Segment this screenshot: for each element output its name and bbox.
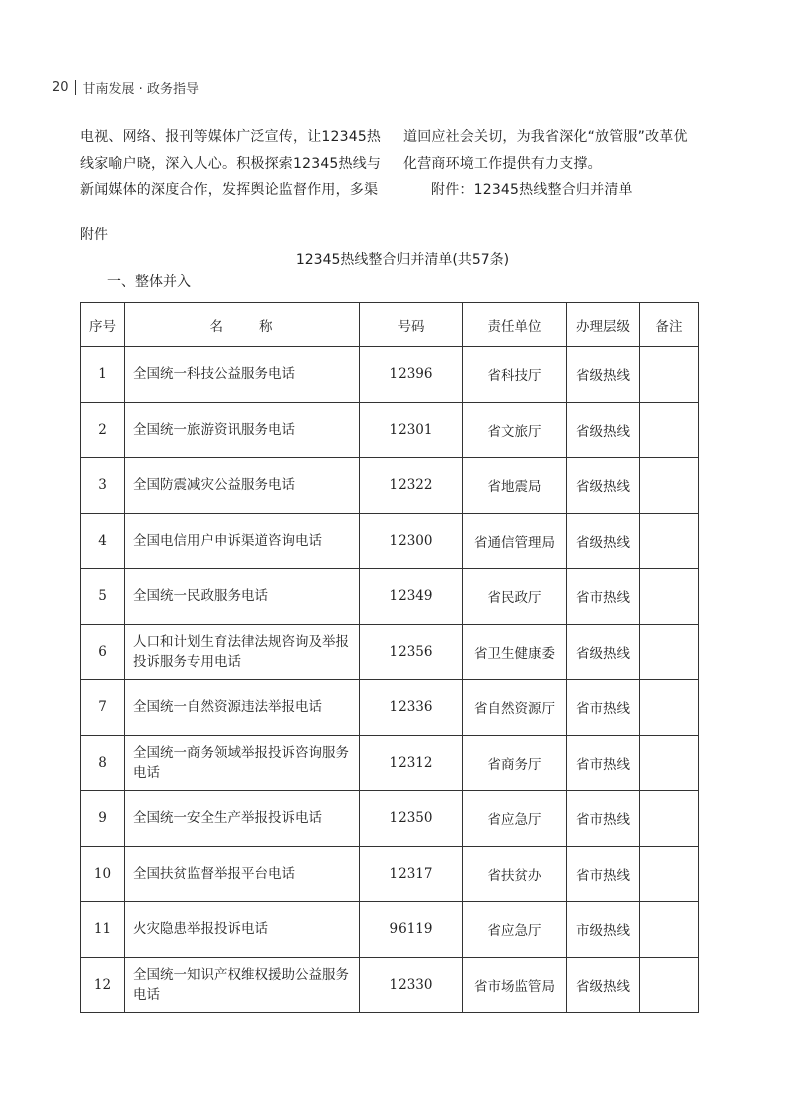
- cell-number: 12330: [360, 957, 463, 1013]
- cell-unit: 省民政厅: [463, 569, 567, 625]
- cell-no: 6: [81, 624, 125, 680]
- cell-number: 12356: [360, 624, 463, 680]
- cell-unit: 省地震局: [463, 458, 567, 514]
- cell-no: 12: [81, 957, 125, 1013]
- table-header-row: [81, 303, 699, 347]
- header-name-part: 称: [259, 318, 275, 335]
- attachment-label: 附件: [80, 227, 108, 243]
- table-row: [81, 624, 699, 680]
- table-row: [81, 902, 699, 958]
- cell-name: 全国防震减灾公益服务电话: [125, 458, 360, 514]
- cell-number: 12396: [360, 347, 463, 403]
- cell-name: 全国统一商务领域举报投诉咨询服务电话: [125, 735, 360, 791]
- header-note: 备注: [640, 303, 699, 347]
- body-text-right-column: [403, 124, 703, 204]
- cell-level: 省级热线: [567, 624, 640, 680]
- cell-unit: 省应急厅: [463, 902, 567, 958]
- cell-note: [640, 846, 699, 902]
- cell-note: [640, 791, 699, 847]
- body-text-left-column: [80, 124, 380, 204]
- cell-unit: 省应急厅: [463, 791, 567, 847]
- cell-unit: 省文旅厅: [463, 402, 567, 458]
- cell-no: 8: [81, 735, 125, 791]
- cell-unit: 省通信管理局: [463, 513, 567, 569]
- cell-note: [640, 624, 699, 680]
- cell-name: 全国统一自然资源违法举报电话: [125, 680, 360, 736]
- cell-name: 人口和计划生育法律法规咨询及举报投诉服务专用电话: [125, 624, 360, 680]
- cell-no: 1: [81, 347, 125, 403]
- cell-unit: 省卫生健康委: [463, 624, 567, 680]
- table-row: [81, 513, 699, 569]
- header-name: [125, 303, 360, 347]
- table-row: [81, 957, 699, 1013]
- table-title: 12345热线整合归并清单(共57条): [295, 252, 510, 268]
- header-unit: 责任单位: [463, 303, 567, 347]
- table-row: [81, 791, 699, 847]
- page-header: [52, 78, 199, 96]
- cell-level: 省级热线: [567, 458, 640, 514]
- cell-name: 全国统一知识产权维权援助公益服务电话: [125, 957, 360, 1013]
- header-no: 序号: [81, 303, 125, 347]
- table-row: [81, 569, 699, 625]
- cell-number: 12350: [360, 791, 463, 847]
- body-text-line: 化营商环境工作提供有力支撑。: [403, 155, 602, 172]
- cell-number: 12322: [360, 458, 463, 514]
- cell-level: 省级热线: [567, 347, 640, 403]
- cell-note: [640, 347, 699, 403]
- cell-note: [640, 957, 699, 1013]
- page-number: 20: [52, 79, 69, 95]
- cell-level: 省级热线: [567, 957, 640, 1013]
- cell-number: 12300: [360, 513, 463, 569]
- cell-number: 12312: [360, 735, 463, 791]
- cell-no: 11: [81, 902, 125, 958]
- cell-note: [640, 402, 699, 458]
- header-number: 号码: [360, 303, 463, 347]
- cell-name: 全国统一科技公益服务电话: [125, 347, 360, 403]
- cell-name: 全国统一民政服务电话: [125, 569, 360, 625]
- cell-no: 9: [81, 791, 125, 847]
- cell-level: 省级热线: [567, 402, 640, 458]
- cell-note: [640, 680, 699, 736]
- cell-no: 5: [81, 569, 125, 625]
- cell-note: [640, 902, 699, 958]
- cell-number: 12317: [360, 846, 463, 902]
- header-name-part: 名: [209, 318, 225, 335]
- cell-no: 2: [81, 402, 125, 458]
- body-text-line: 电视、网络、报刊等媒体广泛宣传，让12345热: [80, 129, 382, 145]
- cell-note: [640, 735, 699, 791]
- body-text-line: 新闻媒体的深度合作，发挥舆论监督作用，多渠: [80, 182, 379, 198]
- table-row: [81, 846, 699, 902]
- cell-number: 12349: [360, 569, 463, 625]
- cell-note: [640, 458, 699, 514]
- cell-no: 3: [81, 458, 125, 514]
- section-heading: 一、整体并入: [107, 274, 191, 290]
- cell-name: 火灾隐患举报投诉电话: [125, 902, 360, 958]
- table-row: [81, 347, 699, 403]
- cell-level: 省市热线: [567, 846, 640, 902]
- cell-unit: 省自然资源厅: [463, 680, 567, 736]
- cell-name: 全国统一安全生产举报投诉电话: [125, 791, 360, 847]
- cell-level: 省市热线: [567, 680, 640, 736]
- cell-unit: 省市场监管局: [463, 957, 567, 1013]
- table-row: [81, 735, 699, 791]
- cell-level: 市级热线: [567, 902, 640, 958]
- cell-number: 96119: [360, 902, 463, 958]
- cell-no: 7: [81, 680, 125, 736]
- body-text-line: 线家喻户晓，深入人心。积极探索12345热线与: [80, 155, 382, 172]
- table-row: [81, 680, 699, 736]
- cell-unit: 省扶贫办: [463, 846, 567, 902]
- body-text-line: 道回应社会关切，为我省深化“放管服”改革优: [403, 129, 688, 145]
- publication-title: 甘南发展 · 政务指导: [82, 81, 199, 97]
- cell-name: 全国电信用户申诉渠道咨询电话: [125, 513, 360, 569]
- attachment-reference: 附件：12345热线整合归并清单: [431, 182, 633, 198]
- cell-level: 省市热线: [567, 569, 640, 625]
- cell-no: 4: [81, 513, 125, 569]
- cell-level: 省市热线: [567, 735, 640, 791]
- table-row: [81, 458, 699, 514]
- table-row: [81, 402, 699, 458]
- cell-unit: 省科技厅: [463, 347, 567, 403]
- cell-level: 省级热线: [567, 513, 640, 569]
- cell-number: 12336: [360, 680, 463, 736]
- cell-unit: 省商务厅: [463, 735, 567, 791]
- cell-level: 省市热线: [567, 791, 640, 847]
- cell-note: [640, 513, 699, 569]
- cell-name: 全国统一旅游资讯服务电话: [125, 402, 360, 458]
- cell-no: 10: [81, 846, 125, 902]
- hotline-table: [80, 302, 699, 1013]
- cell-note: [640, 569, 699, 625]
- header-level: 办理层级: [567, 303, 640, 347]
- header-divider: [75, 80, 76, 95]
- cell-name: 全国扶贫监督举报平台电话: [125, 846, 360, 902]
- cell-number: 12301: [360, 402, 463, 458]
